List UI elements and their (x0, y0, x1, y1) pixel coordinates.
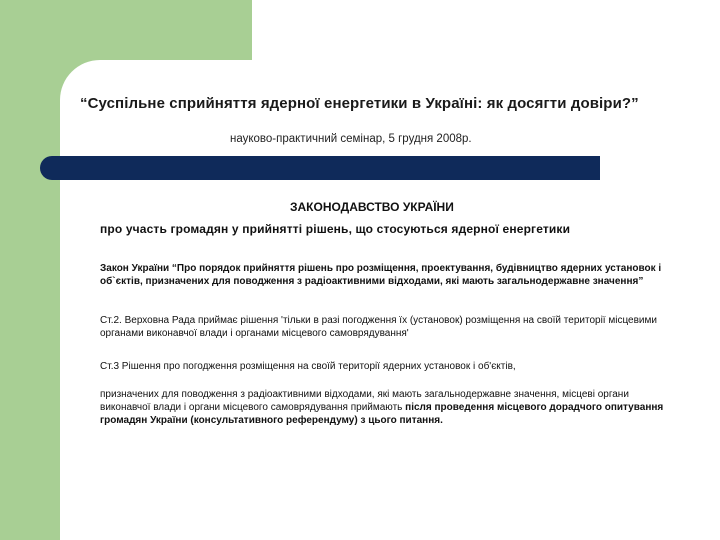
article-3-continuation-emphasis: після проведення місцевого дорадчого опитування громадян України (консультативного референдуму) з цього питання. (100, 402, 664, 426)
content-panel (60, 60, 720, 540)
slide-subtitle: науково-практичний семінар, 5 грудня 2008р. (230, 133, 472, 145)
article-3-continuation-text: призначених для поводження з радіоактивними відходами, які мають загальнодержавне значення, місцеві органи виконавчої влади і органи місцевого самоврядування приймають (100, 389, 629, 413)
decorative-green-strip-left (0, 0, 60, 540)
article-2-paragraph: Ст.2. Верховна Рада приймає рішення 'тільки в разі погодження їх (установок) розміщення на своїй території місцевими органами виконавчої влади і органами місцевого самоврядування' (100, 315, 657, 339)
law-title-paragraph: Закон України “Про порядок прийняття рішень про розміщення, проектування, будівництво ядерних установок і об`єктів, призначених для поводження з радіоактивними відходами, які мають загальнодержавне значення” (100, 263, 662, 287)
decorative-navy-bar (40, 156, 600, 180)
slide-title: “Суспільне сприйняття ядерної енергетики в Україні: як досягти довіри?” (80, 95, 639, 112)
article-3-paragraph: Ст.3 Рішення про погодження розміщення на своїй території ядерних установок і об'єктів, (100, 361, 516, 372)
law-subheading: про участь громадян у прийнятті рішень, що стосуються ядерної енергетики (100, 222, 571, 236)
law-heading: ЗАКОНОДАВСТВО УКРАЇНИ (290, 200, 454, 214)
article-3-continuation (100, 388, 675, 427)
